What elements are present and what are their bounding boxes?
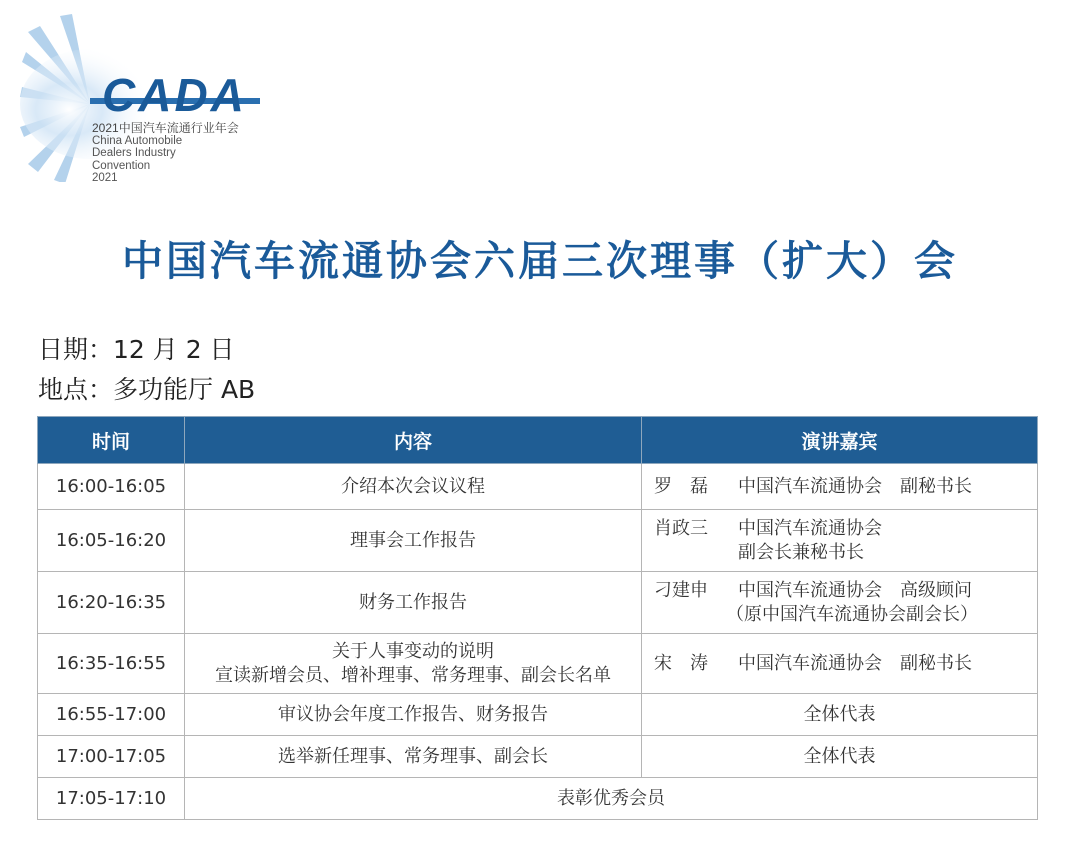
logo-event-en-1: China Automobile — [92, 134, 183, 147]
table-row — [38, 694, 1038, 736]
table-row — [38, 572, 1038, 634]
table-row — [38, 634, 1038, 694]
logo-event-cn: 2021中国汽车流通行业年会 — [92, 121, 239, 135]
row-content: 审议协会年度工作报告、财务报告 — [185, 694, 642, 736]
speaker-name: 肖政三 — [654, 517, 708, 539]
logo-event-en-2: Dealers Industry — [92, 147, 176, 159]
logo-event-en-3: Convention — [92, 159, 151, 172]
row-speaker — [642, 464, 1038, 510]
speaker-org: 中国汽车流通协会 副秘书长 — [738, 652, 972, 674]
speaker-name: 刁建申 — [654, 579, 708, 601]
speaker-note: （原中国汽车流通协会副会长） — [726, 603, 978, 625]
logo-wordmark: CADA — [102, 69, 247, 121]
speaker-org: 中国汽车流通协会 高级顾问 — [738, 579, 972, 601]
row-content: 介绍本次会议议程 — [185, 464, 642, 510]
row-content: 选举新任理事、常务理事、副会长 — [185, 736, 642, 778]
meeting-place: 地点：多功能厅 AB — [38, 375, 256, 404]
schedule-table — [37, 416, 1038, 820]
cada-logo — [20, 12, 280, 182]
content-line-2: 宣读新增会员、增补理事、常务理事、副会长名单 — [215, 664, 611, 686]
logo-subtitle — [92, 122, 239, 185]
row-content: 表彰优秀会员 — [185, 778, 1038, 820]
speaker-name: 罗 磊 — [654, 475, 708, 497]
row-time: 16:00-16:05 — [38, 464, 185, 510]
row-speaker — [642, 510, 1038, 572]
row-speaker — [642, 634, 1038, 694]
row-speaker: 全体代表 — [642, 694, 1038, 736]
table-row — [38, 464, 1038, 510]
row-content: 理事会工作报告 — [185, 510, 642, 572]
row-time: 16:35-16:55 — [38, 634, 185, 694]
logo-event-year: 2021 — [92, 172, 118, 184]
row-time: 16:55-17:00 — [38, 694, 185, 736]
speaker-org: 中国汽车流通协会 副秘书长 — [738, 475, 972, 497]
row-speaker: 全体代表 — [642, 736, 1038, 778]
speaker-name: 宋 涛 — [654, 652, 708, 674]
speaker-org: 中国汽车流通协会 — [738, 517, 882, 539]
row-time: 17:05-17:10 — [38, 778, 185, 820]
header-content: 内容 — [185, 417, 642, 464]
speaker-title: 副会长兼秘书长 — [738, 541, 864, 563]
row-time: 17:00-17:05 — [38, 736, 185, 778]
meeting-date: 日期：12 月 2 日 — [38, 335, 235, 364]
table-row — [38, 510, 1038, 572]
table-header-row — [38, 417, 1038, 464]
row-speaker — [642, 572, 1038, 634]
table-row — [38, 736, 1038, 778]
page-title: 中国汽车流通协会六届三次理事（扩大）会 — [122, 237, 958, 285]
table-row — [38, 778, 1038, 820]
row-content — [185, 634, 642, 694]
header-time: 时间 — [38, 417, 185, 464]
row-content: 财务工作报告 — [185, 572, 642, 634]
header-speaker: 演讲嘉宾 — [642, 417, 1038, 464]
content-line-1: 关于人事变动的说明 — [332, 640, 494, 662]
row-time: 16:20-16:35 — [38, 572, 185, 634]
row-time: 16:05-16:20 — [38, 510, 185, 572]
